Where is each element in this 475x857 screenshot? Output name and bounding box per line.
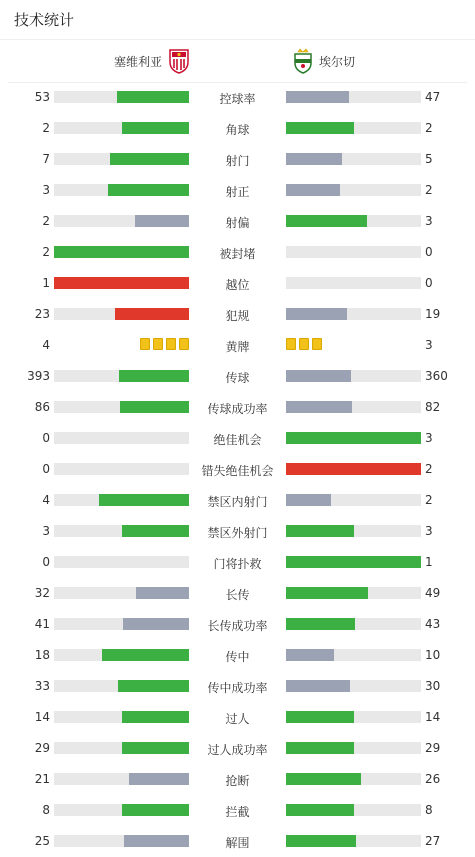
- home-bar-fill: [117, 91, 189, 103]
- stat-label: 拦截: [225, 805, 250, 819]
- away-bar-track: [286, 649, 421, 661]
- home-bar-fill: [54, 277, 189, 289]
- away-bar-track: [286, 618, 421, 630]
- stat-label: 越位: [225, 278, 250, 292]
- away-team[interactable]: [292, 48, 355, 74]
- stat-row: [0, 733, 475, 764]
- away-bar-track: [286, 773, 421, 785]
- away-bar-track: [286, 835, 421, 847]
- home-value: 3: [42, 183, 50, 197]
- away-value: 2: [425, 183, 433, 197]
- home-team-name: 塞维利亚: [114, 54, 163, 69]
- yellow-card-icon: [286, 338, 296, 350]
- away-bar-track: [286, 401, 421, 413]
- stat-row: [0, 795, 475, 826]
- sevilla-crest-icon: [168, 48, 190, 74]
- home-bar-track: [54, 804, 189, 816]
- home-bar-fill: [110, 153, 189, 165]
- stat-row: [0, 764, 475, 795]
- away-bar-track: [286, 184, 421, 196]
- away-value: 360: [425, 369, 448, 383]
- away-bar-fill: [286, 401, 352, 413]
- home-value: 393: [27, 369, 50, 383]
- home-bar-track: [54, 401, 189, 413]
- home-bar-track: [54, 618, 189, 630]
- home-bar-fill: [124, 835, 189, 847]
- away-bar-fill: [286, 153, 342, 165]
- home-value: 18: [34, 648, 50, 662]
- away-bar-fill: [286, 215, 367, 227]
- home-bar-track: [54, 184, 189, 196]
- away-value: 47: [425, 90, 441, 104]
- home-value: 32: [34, 586, 50, 600]
- away-value: 1: [425, 555, 433, 569]
- home-bar-track: [54, 308, 189, 320]
- stat-label: 被封堵: [219, 247, 256, 261]
- home-bar-track: [54, 587, 189, 599]
- home-value: 86: [34, 400, 50, 414]
- stat-label: 黄牌: [225, 340, 250, 354]
- stat-row: [0, 609, 475, 640]
- away-value: 2: [425, 462, 433, 476]
- away-value: 27: [425, 834, 441, 848]
- away-bar-track: [286, 742, 421, 754]
- away-bar-fill: [286, 587, 368, 599]
- stat-label: 抢断: [225, 774, 250, 788]
- stat-row: [0, 144, 475, 175]
- home-bar-fill: [122, 122, 190, 134]
- away-value: 3: [425, 338, 433, 352]
- stat-label: 解围: [225, 836, 250, 850]
- stat-row: [0, 547, 475, 578]
- away-bar-fill: [286, 711, 354, 723]
- home-bar-fill: [135, 215, 189, 227]
- home-bar-track: [54, 649, 189, 661]
- yellow-card-icon: [179, 338, 189, 350]
- home-value: 21: [34, 772, 50, 786]
- away-bar-track: [286, 711, 421, 723]
- stat-row: [0, 330, 475, 361]
- home-value: 2: [42, 214, 50, 228]
- stat-row: [0, 82, 475, 113]
- home-value: 2: [42, 121, 50, 135]
- home-bar-fill: [122, 804, 190, 816]
- away-value: 3: [425, 524, 433, 538]
- stat-label: 错失绝佳机会: [201, 464, 274, 478]
- away-bar-track: [286, 370, 421, 382]
- stat-label: 射正: [225, 185, 250, 199]
- stat-label: 过人: [225, 712, 250, 726]
- home-value: 8: [42, 803, 50, 817]
- home-bar-fill: [122, 742, 190, 754]
- away-value: 8: [425, 803, 433, 817]
- away-bar-fill: [286, 525, 354, 537]
- away-value: 3: [425, 431, 433, 445]
- home-yellow-cards: [140, 338, 189, 350]
- home-value: 33: [34, 679, 50, 693]
- home-value: 25: [34, 834, 50, 848]
- away-bar-track: [286, 122, 421, 134]
- home-bar-track: [54, 370, 189, 382]
- home-bar-fill: [129, 773, 189, 785]
- home-bar-track: [54, 711, 189, 723]
- home-value: 53: [34, 90, 50, 104]
- home-bar-fill: [118, 680, 189, 692]
- stat-row: [0, 175, 475, 206]
- home-value: 4: [42, 338, 50, 352]
- home-bar-fill: [123, 618, 189, 630]
- home-bar-track: [54, 432, 189, 444]
- home-bar-fill: [99, 494, 189, 506]
- away-bar-track: [286, 556, 421, 568]
- away-bar-track: [286, 277, 421, 289]
- stat-label: 射偏: [225, 216, 250, 230]
- away-bar-fill: [286, 122, 354, 134]
- home-bar-fill: [136, 587, 189, 599]
- page-title: 技术统计: [14, 11, 75, 29]
- away-bar-track: [286, 587, 421, 599]
- away-value: 5: [425, 152, 433, 166]
- away-bar-fill: [286, 649, 334, 661]
- away-bar-track: [286, 804, 421, 816]
- home-value: 14: [34, 710, 50, 724]
- home-bar-track: [54, 494, 189, 506]
- home-value: 41: [34, 617, 50, 631]
- away-bar-fill: [286, 494, 331, 506]
- away-bar-fill: [286, 773, 361, 785]
- home-value: 0: [42, 555, 50, 569]
- stat-row: [0, 423, 475, 454]
- home-bar-track: [54, 742, 189, 754]
- home-bar-track: [54, 246, 189, 258]
- away-bar-fill: [286, 91, 349, 103]
- home-bar-fill: [102, 649, 189, 661]
- home-value: 4: [42, 493, 50, 507]
- stat-label: 门将扑救: [213, 557, 262, 571]
- home-bar-track: [54, 91, 189, 103]
- away-value: 26: [425, 772, 441, 786]
- stat-label: 传球: [225, 371, 250, 385]
- away-bar-fill: [286, 370, 351, 382]
- home-bar-track: [54, 215, 189, 227]
- home-value: 2: [42, 245, 50, 259]
- stat-row: [0, 454, 475, 485]
- away-bar-fill: [286, 804, 354, 816]
- yellow-card-icon: [153, 338, 163, 350]
- away-value: 2: [425, 493, 433, 507]
- away-bar-track: [286, 215, 421, 227]
- home-team[interactable]: [114, 48, 190, 74]
- away-bar-fill: [286, 432, 421, 444]
- away-value: 43: [425, 617, 441, 631]
- away-bar-fill: [286, 556, 421, 568]
- home-bar-fill: [54, 246, 189, 258]
- away-bar-track: [286, 463, 421, 475]
- away-bar-track: [286, 91, 421, 103]
- home-bar-track: [54, 773, 189, 785]
- away-value: 14: [425, 710, 441, 724]
- away-bar-fill: [286, 680, 350, 692]
- away-value: 82: [425, 400, 441, 414]
- away-bar-fill: [286, 184, 340, 196]
- stat-label: 绝佳机会: [213, 433, 262, 447]
- away-team-name: 埃尔切: [319, 54, 356, 69]
- away-bar-fill: [286, 463, 421, 475]
- stat-label: 犯规: [225, 309, 250, 323]
- home-value: 0: [42, 462, 50, 476]
- stat-label: 传中: [225, 650, 250, 664]
- home-bar-fill: [122, 525, 190, 537]
- stat-label: 传球成功率: [207, 402, 268, 416]
- stat-label: 角球: [225, 123, 250, 137]
- away-yellow-cards: [286, 338, 322, 350]
- stat-row: [0, 299, 475, 330]
- stat-label: 控球率: [219, 92, 256, 106]
- home-bar-track: [54, 680, 189, 692]
- away-value: 0: [425, 276, 433, 290]
- stat-label: 禁区外射门: [207, 526, 268, 540]
- stat-row: [0, 237, 475, 268]
- stats-header: [0, 0, 475, 40]
- home-bar-fill: [122, 711, 190, 723]
- yellow-card-icon: [312, 338, 322, 350]
- stat-row: [0, 640, 475, 671]
- away-bar-fill: [286, 308, 347, 320]
- home-value: 29: [34, 741, 50, 755]
- stat-label: 过人成功率: [207, 743, 268, 757]
- stat-row: [0, 702, 475, 733]
- yellow-card-icon: [299, 338, 309, 350]
- yellow-card-icon: [140, 338, 150, 350]
- away-value: 49: [425, 586, 441, 600]
- stat-row: [0, 826, 475, 857]
- stat-row: [0, 485, 475, 516]
- home-bar-fill: [120, 401, 189, 413]
- stat-row: [0, 206, 475, 237]
- away-bar-track: [286, 246, 421, 258]
- away-value: 0: [425, 245, 433, 259]
- home-bar-track: [54, 122, 189, 134]
- away-value: 30: [425, 679, 441, 693]
- home-bar-track: [54, 277, 189, 289]
- stat-label: 禁区内射门: [207, 495, 268, 509]
- home-bar-track: [54, 556, 189, 568]
- stat-row: [0, 516, 475, 547]
- stat-row: [0, 361, 475, 392]
- away-value: 2: [425, 121, 433, 135]
- stat-row: [0, 578, 475, 609]
- away-value: 3: [425, 214, 433, 228]
- away-bar-track: [286, 494, 421, 506]
- elche-crest-icon: [292, 48, 314, 74]
- stat-label: 射门: [225, 154, 250, 168]
- away-value: 19: [425, 307, 441, 321]
- home-bar-fill: [119, 370, 189, 382]
- teams-bar: [8, 40, 467, 83]
- home-bar-track: [54, 463, 189, 475]
- stat-row: [0, 671, 475, 702]
- home-bar-track: [54, 835, 189, 847]
- away-bar-track: [286, 525, 421, 537]
- away-bar-track: [286, 153, 421, 165]
- away-bar-track: [286, 680, 421, 692]
- away-value: 10: [425, 648, 441, 662]
- home-value: 1: [42, 276, 50, 290]
- stat-row: [0, 113, 475, 144]
- away-bar-fill: [286, 618, 355, 630]
- stat-label: 传中成功率: [207, 681, 268, 695]
- stat-label: 长传: [225, 588, 250, 602]
- home-bar-fill: [108, 184, 189, 196]
- away-value: 29: [425, 741, 441, 755]
- away-bar-fill: [286, 835, 356, 847]
- away-bar-track: [286, 308, 421, 320]
- yellow-card-icon: [166, 338, 176, 350]
- home-value: 0: [42, 431, 50, 445]
- away-bar-fill: [286, 742, 354, 754]
- stat-label: 长传成功率: [207, 619, 268, 633]
- home-bar-track: [54, 153, 189, 165]
- stats-list: [0, 82, 475, 857]
- stat-row: [0, 392, 475, 423]
- home-bar-fill: [115, 308, 189, 320]
- home-value: 7: [42, 152, 50, 166]
- away-bar-track: [286, 432, 421, 444]
- stat-row: [0, 268, 475, 299]
- home-bar-track: [54, 525, 189, 537]
- home-value: 3: [42, 524, 50, 538]
- home-value: 23: [34, 307, 50, 321]
